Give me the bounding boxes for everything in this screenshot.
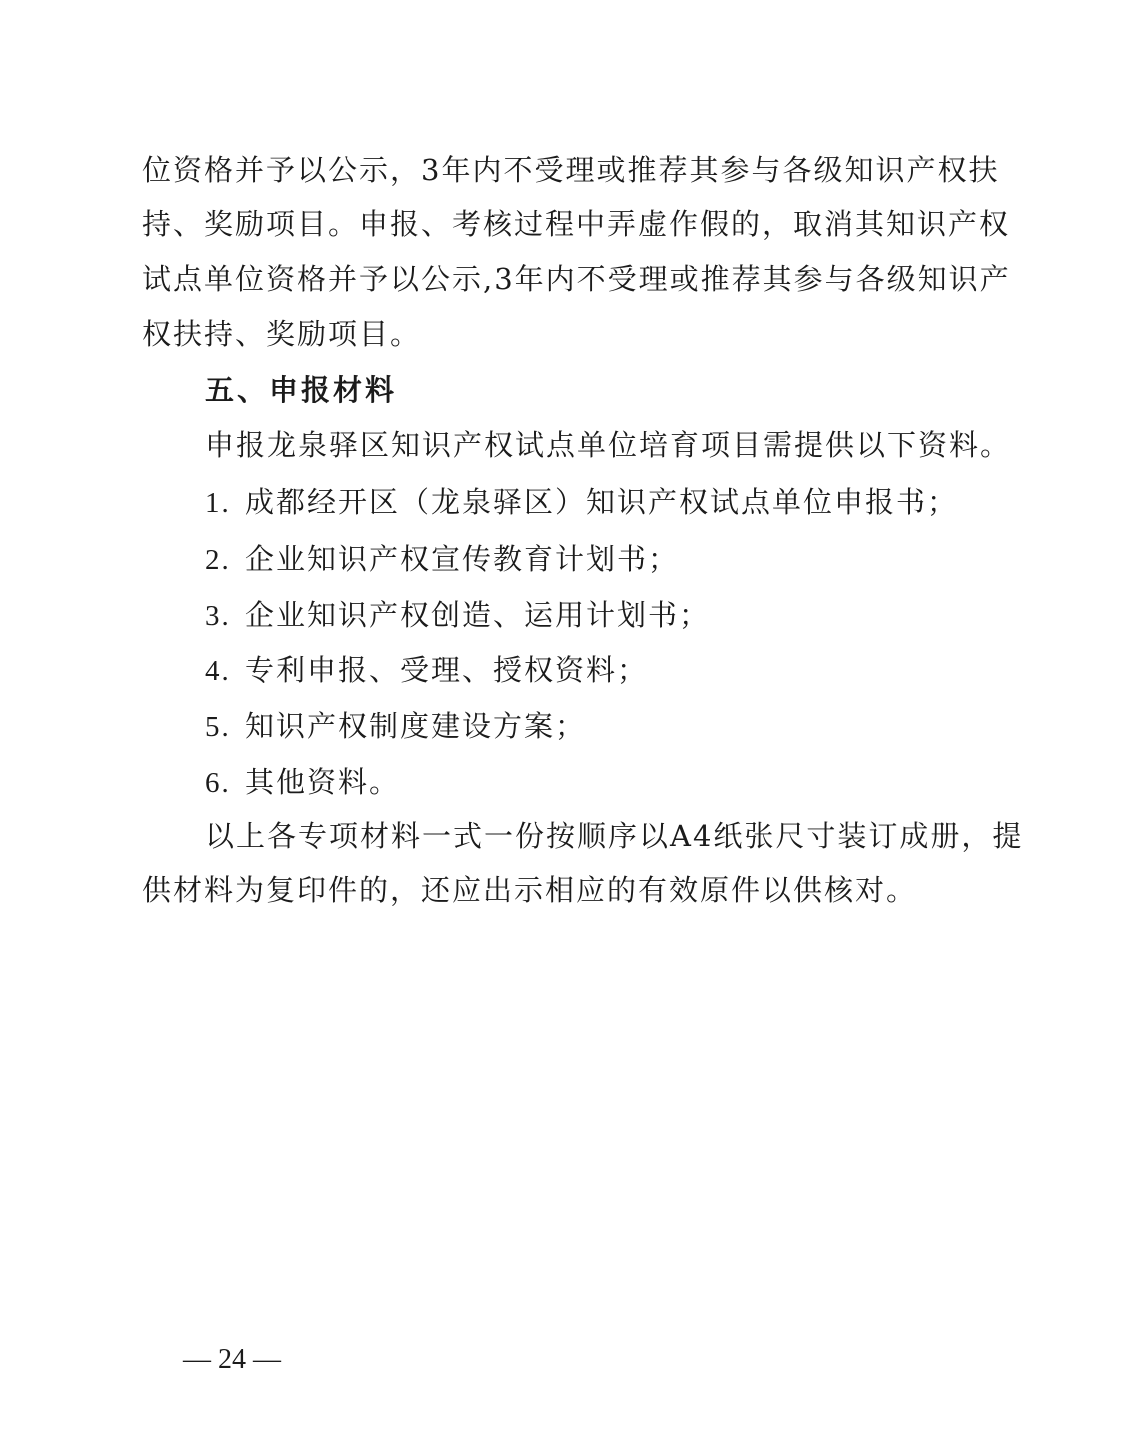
- list-item-text: 专利申报、受理、授权资料；: [245, 653, 649, 687]
- list-item-text: 企业知识产权宣传教育计划书；: [245, 542, 680, 576]
- paragraph-line: 试点单位资格并予以公示,3年内不受理或推荐其参与各级知识产: [142, 262, 1011, 296]
- section-intro: 申报龙泉驿区知识产权试点单位培育项目需提供以下资料。: [205, 428, 1012, 462]
- list-item-number: 6.: [205, 767, 231, 799]
- section-heading: 五、申报材料: [205, 373, 398, 407]
- list-item-number: 5.: [205, 711, 231, 743]
- list-item-number: 2.: [205, 544, 231, 576]
- list-item: [205, 653, 649, 687]
- list-item: [205, 542, 680, 576]
- list-item-text: 知识产权制度建设方案；: [245, 709, 587, 743]
- page-number: — 24 —: [183, 1344, 281, 1375]
- list-item-text: 企业知识产权创造、运用计划书；: [245, 598, 711, 632]
- paragraph-line: 持、奖励项目。申报、考核过程中弄虚作假的，取消其知识产权: [142, 207, 1011, 241]
- list-item-text: 成都经开区（龙泉驿区）知识产权试点单位申报书；: [245, 485, 959, 519]
- list-item: [205, 765, 401, 799]
- list-item-number: 1.: [205, 487, 231, 519]
- closing-line: 以上各专项材料一式一份按顺序以A4纸张尺寸装订成册，提: [205, 819, 1024, 853]
- list-item: [205, 709, 587, 743]
- paragraph-line: 权扶持、奖励项目。: [142, 317, 422, 351]
- list-item-number: 3.: [205, 600, 231, 632]
- list-item: [205, 485, 959, 519]
- list-item-number: 4.: [205, 655, 231, 687]
- paragraph-line: 位资格并予以公示，3年内不受理或推荐其参与各级知识产权扶: [142, 153, 1000, 187]
- closing-line: 供材料为复印件的，还应出示相应的有效原件以供核对。: [142, 873, 918, 907]
- list-item-text: 其他资料。: [245, 765, 401, 799]
- list-item: [205, 598, 711, 632]
